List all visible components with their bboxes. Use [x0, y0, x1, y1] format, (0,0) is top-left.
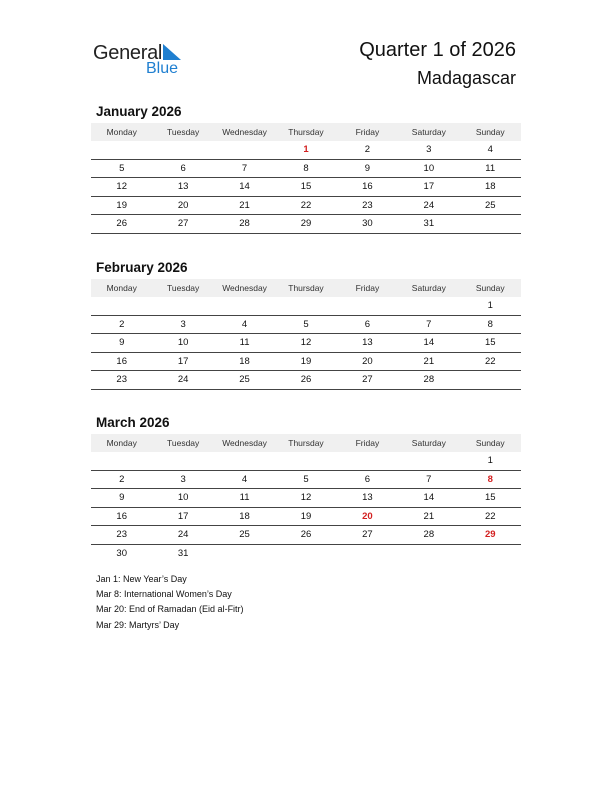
- day-cell: 17: [177, 510, 189, 522]
- day-cell: 21: [239, 199, 250, 211]
- day-cell: 12: [300, 492, 312, 504]
- day-cell: 30: [362, 218, 373, 230]
- day-cell: 14: [423, 337, 435, 349]
- weekday-label: Wednesday: [222, 127, 267, 137]
- day-cell: 28: [239, 218, 250, 230]
- day-cell: 4: [241, 473, 248, 485]
- day-cell: 14: [239, 181, 250, 193]
- day-cell: 16: [362, 181, 373, 193]
- weekday-label: Thursday: [288, 127, 324, 137]
- day-cell: 31: [177, 547, 189, 559]
- weekday-label: Friday: [355, 127, 380, 137]
- day-cell: 26: [300, 529, 312, 541]
- day-cell: 18: [484, 181, 496, 193]
- holiday-day-cell: 8: [487, 473, 493, 485]
- day-cell: 10: [177, 492, 189, 504]
- day-cell: 4: [241, 318, 248, 330]
- weekday-label: Tuesday: [166, 283, 200, 293]
- day-cell: 16: [116, 355, 127, 367]
- month-title: March 2026: [96, 415, 170, 430]
- day-cell: 2: [364, 144, 371, 156]
- day-cell: 24: [177, 374, 189, 386]
- day-cell: 11: [239, 492, 250, 504]
- day-cell: 25: [484, 199, 496, 211]
- weekday-label: Thursday: [288, 283, 324, 293]
- week-row: [91, 471, 521, 490]
- weekday-label: Monday: [106, 283, 137, 293]
- day-cell: 20: [177, 199, 189, 211]
- day-cell: 11: [485, 162, 496, 174]
- weekday-header: [91, 123, 521, 141]
- logo-blue-text: Blue: [146, 60, 179, 77]
- day-cell: 7: [426, 318, 432, 330]
- day-cell: 30: [116, 547, 127, 559]
- holiday-note: Mar 20: End of Ramadan (Eid al-Fitr): [96, 604, 244, 615]
- holiday-note: Mar 29: Martyrs’ Day: [96, 619, 180, 630]
- day-cell: 26: [300, 374, 312, 386]
- day-cell: 19: [116, 199, 127, 211]
- day-cell: 5: [303, 318, 309, 330]
- week-row: [91, 545, 521, 563]
- weekday-label: Tuesday: [166, 127, 200, 137]
- day-cell: 24: [177, 529, 189, 541]
- day-cell: 14: [423, 492, 435, 504]
- day-cell: 23: [116, 374, 127, 386]
- week-row: [91, 197, 521, 216]
- day-cell: 13: [177, 181, 189, 193]
- day-cell: 22: [300, 199, 312, 211]
- day-cell: 2: [119, 473, 125, 485]
- day-cell: 16: [116, 510, 127, 522]
- holiday-day-cell: 29: [484, 529, 496, 541]
- day-cell: 5: [303, 473, 309, 485]
- day-cell: 9: [119, 492, 125, 504]
- day-cell: 27: [177, 218, 189, 230]
- holiday-notes: [96, 572, 244, 633]
- week-row: [91, 489, 521, 508]
- day-cell: 6: [364, 318, 371, 330]
- day-cell: 12: [116, 181, 127, 193]
- weekday-label: Sunday: [475, 127, 505, 137]
- week-row: [91, 526, 521, 545]
- week-row: [91, 371, 521, 390]
- day-cell: 1: [487, 455, 493, 467]
- day-cell: 17: [423, 181, 435, 193]
- day-cell: 28: [423, 374, 435, 386]
- day-cell: 17: [177, 355, 189, 367]
- day-cell: 22: [484, 355, 496, 367]
- weekday-label: Sunday: [475, 283, 505, 293]
- day-cell: 23: [362, 199, 373, 211]
- month-title: February 2026: [96, 260, 188, 275]
- week-row: [91, 160, 521, 179]
- day-cell: 4: [487, 144, 493, 156]
- day-cell: 20: [362, 355, 373, 367]
- day-cell: 11: [239, 337, 250, 349]
- weekday-label: Sunday: [475, 438, 505, 448]
- day-cell: 3: [426, 144, 432, 156]
- day-cell: 25: [239, 529, 250, 541]
- weekday-label: Monday: [106, 438, 137, 448]
- week-row: [91, 508, 521, 527]
- week-row: [91, 215, 521, 234]
- holiday-note: Jan 1: New Year’s Day: [96, 574, 187, 584]
- month-calendar: [91, 414, 521, 562]
- weekday-header: [91, 434, 521, 452]
- day-cell: 24: [423, 199, 435, 211]
- day-cell: 18: [239, 510, 250, 522]
- day-cell: 6: [180, 162, 186, 174]
- day-cell: 5: [119, 162, 125, 174]
- page-title: Quarter 1 of 2026: [359, 39, 516, 61]
- day-cell: 28: [423, 529, 435, 541]
- day-cell: 29: [300, 218, 312, 230]
- weekday-label: Saturday: [411, 438, 446, 448]
- day-cell: 21: [423, 510, 435, 522]
- day-cell: 19: [300, 355, 312, 367]
- day-cell: 15: [484, 337, 496, 349]
- day-cell: 27: [362, 529, 373, 541]
- week-row: [91, 353, 521, 372]
- weekday-label: Saturday: [411, 127, 446, 137]
- weekday-label: Tuesday: [166, 438, 200, 448]
- week-row: [91, 334, 521, 353]
- day-cell: 9: [364, 162, 371, 174]
- day-cell: 1: [487, 300, 493, 312]
- weekday-label: Wednesday: [222, 283, 267, 293]
- day-cell: 9: [119, 337, 125, 349]
- holiday-note: Mar 8: International Women’s Day: [96, 589, 232, 600]
- weekday-header: [91, 279, 521, 297]
- logo-general-text: General: [93, 42, 163, 64]
- day-cell: 23: [116, 529, 127, 541]
- weekday-label: Friday: [355, 283, 380, 293]
- day-cell: 13: [362, 492, 373, 504]
- weekday-label: Thursday: [288, 438, 324, 448]
- day-cell: 22: [484, 510, 496, 522]
- day-cell: 7: [426, 473, 432, 485]
- day-cell: 3: [180, 473, 186, 485]
- day-cell: 31: [423, 218, 435, 230]
- week-row: [91, 178, 521, 197]
- day-cell: 10: [423, 162, 435, 174]
- day-cell: 8: [487, 318, 493, 330]
- country-name: Madagascar: [416, 68, 516, 88]
- day-cell: 8: [303, 162, 309, 174]
- day-cell: 26: [116, 218, 127, 230]
- day-cell: 25: [239, 374, 250, 386]
- day-cell: 2: [119, 318, 125, 330]
- day-cell: 18: [239, 355, 250, 367]
- weekday-label: Wednesday: [222, 438, 267, 448]
- day-cell: 3: [180, 318, 186, 330]
- week-row: [91, 297, 521, 316]
- day-cell: 27: [362, 374, 373, 386]
- day-cell: 10: [177, 337, 189, 349]
- month-calendar: [91, 103, 521, 234]
- day-cell: 12: [300, 337, 312, 349]
- day-cell: 15: [484, 492, 496, 504]
- month-calendar: [91, 259, 521, 390]
- week-row: [91, 141, 521, 160]
- day-cell: 7: [241, 162, 248, 174]
- day-cell: 6: [364, 473, 371, 485]
- holiday-day-cell: 20: [362, 510, 373, 522]
- holiday-day-cell: 1: [303, 144, 309, 156]
- week-row: [91, 452, 521, 471]
- day-cell: 15: [300, 181, 312, 193]
- day-cell: 13: [362, 337, 373, 349]
- weekday-label: Saturday: [411, 283, 446, 293]
- day-cell: 19: [300, 510, 312, 522]
- week-row: [91, 316, 521, 335]
- day-cell: 21: [423, 355, 435, 367]
- logo: [93, 40, 203, 80]
- month-title: January 2026: [96, 104, 182, 119]
- weekday-label: Friday: [355, 438, 380, 448]
- weekday-label: Monday: [106, 127, 137, 137]
